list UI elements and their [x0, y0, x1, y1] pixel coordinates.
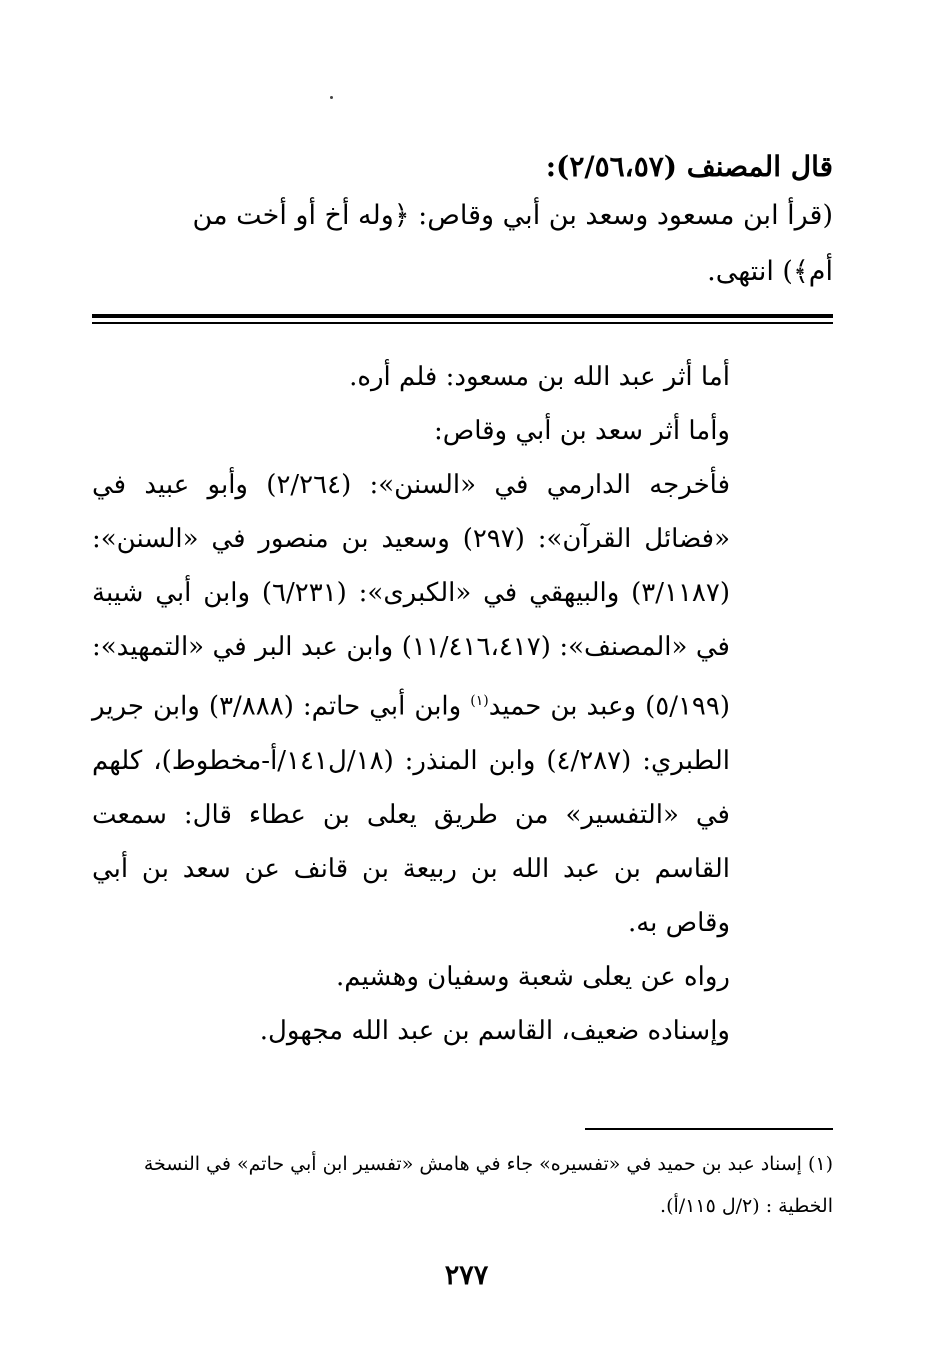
paragraph-narrators: رواه عن يعلى شعبة وسفيان وهشيم. — [336, 961, 730, 992]
takhrij-text-part1: فأخرجه الدارمي في «السنن»: (٢/٢٦٤) وأبو عبيد في «فضائل القرآن»: (٢٩٧) وسعيد بن منصور في «السنن»: (٣/١١٨٧) والبيهقي في «الكبرى»: (٦/٢٣١) وابن أبي شيبة في «المصنف»: (١١/٤١٦،٤١٧) وابن عبد البر في «التمهيد»: (٥/١٩٩) وعبد بن حميد — [92, 470, 731, 722]
separator-rule-thin — [92, 322, 833, 324]
quote-line-2: أم﴾) انتهى. — [707, 256, 833, 287]
paragraph-sad-heading: وأما أثر سعد بن أبي وقاص: — [434, 416, 730, 446]
paragraph-takhrij — [92, 458, 780, 950]
commentary-body — [92, 350, 780, 1058]
paragraph-ibn-masud: أما أثر عبد الله بن مسعود: فلم أره. — [349, 362, 730, 392]
page-number: ٢٧٧ — [444, 1260, 489, 1291]
section-heading: قال المصنف (٢/٥٦،٥٧): — [545, 150, 833, 183]
footnotes — [92, 1143, 833, 1227]
quote-line-1: (قرأ ابن مسعود وسعد بن أبي وقاص: ﴿وله أخ أو أخت من — [192, 200, 833, 231]
scan-speck — [330, 96, 333, 99]
takhrij-text-part2: وابن أبي حاتم: (٣/٨٨٨) وابن جرير الطبري: (٤/٢٨٧) وابن المنذر: (١٨/ل١٤١/أ-مخطوط)، كلهم في «التفسير» من طريق يعلى بن عطاء قال: سمعت القاسم بن عبد الله بن ربيعة بن قانف عن سعد بن أبي وقاص به. — [92, 691, 731, 938]
paragraph-grading: وإسناده ضعيف، القاسم بن عبد الله مجهول. — [259, 1015, 730, 1046]
footnote-reference[interactable]: (١) — [470, 693, 489, 709]
footnote-separator — [585, 1128, 833, 1130]
separator-rule-thick — [92, 314, 833, 318]
footnote-1: (١) إسناد عبد بن حميد في «تفسيره» جاء في هامش «تفسير ابن أبي حاتم» في النسخة الخطية : (٢/ل ١١٥/أ). — [143, 1153, 833, 1217]
